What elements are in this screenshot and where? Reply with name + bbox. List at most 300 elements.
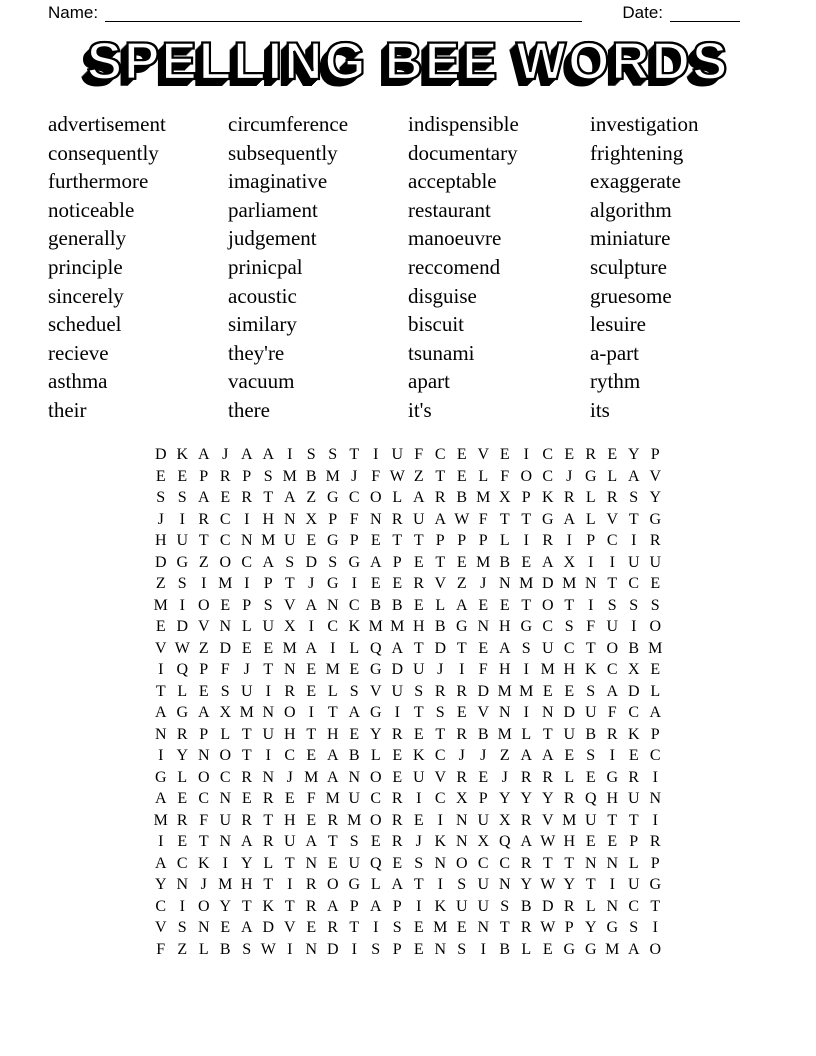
- grid-cell[interactable]: G: [606, 768, 619, 786]
- grid-cell[interactable]: U: [649, 553, 662, 571]
- grid-cell[interactable]: E: [370, 532, 381, 549]
- grid-cell[interactable]: B: [434, 618, 446, 635]
- grid-cell[interactable]: M: [476, 553, 491, 571]
- grid-cell[interactable]: L: [564, 768, 575, 786]
- grid-cell[interactable]: E: [456, 553, 467, 571]
- grid-cell[interactable]: I: [523, 532, 529, 549]
- grid-cell[interactable]: S: [220, 682, 230, 700]
- grid-cell[interactable]: S: [177, 489, 187, 506]
- grid-cell[interactable]: N: [283, 661, 296, 678]
- grid-cell[interactable]: N: [176, 876, 189, 893]
- grid-cell[interactable]: T: [435, 553, 446, 571]
- grid-cell[interactable]: S: [521, 639, 531, 657]
- grid-cell[interactable]: E: [478, 596, 489, 614]
- grid-cell[interactable]: E: [585, 833, 596, 850]
- grid-cell[interactable]: C: [477, 854, 489, 872]
- grid-cell[interactable]: C: [219, 510, 231, 528]
- grid-cell[interactable]: T: [564, 596, 575, 614]
- grid-cell[interactable]: N: [498, 575, 511, 592]
- grid-cell[interactable]: V: [606, 510, 619, 528]
- grid-cell[interactable]: H: [606, 790, 619, 807]
- grid-cell[interactable]: L: [370, 747, 381, 764]
- grid-cell[interactable]: R: [327, 919, 339, 936]
- grid-cell[interactable]: J: [157, 510, 164, 528]
- grid-cell[interactable]: O: [197, 897, 210, 915]
- grid-cell[interactable]: B: [499, 940, 511, 958]
- grid-cell[interactable]: T: [499, 919, 510, 936]
- grid-cell[interactable]: E: [220, 919, 231, 936]
- grid-cell[interactable]: P: [263, 575, 273, 592]
- grid-cell[interactable]: V: [154, 919, 167, 936]
- grid-cell[interactable]: G: [369, 704, 382, 721]
- grid-cell[interactable]: L: [370, 876, 381, 893]
- grid-cell[interactable]: I: [588, 596, 594, 614]
- grid-cell[interactable]: P: [457, 532, 467, 549]
- grid-cell[interactable]: P: [199, 467, 209, 485]
- grid-cell[interactable]: X: [283, 618, 296, 635]
- grid-cell[interactable]: V: [434, 768, 447, 786]
- grid-cell[interactable]: I: [201, 575, 207, 592]
- grid-cell[interactable]: U: [584, 704, 597, 721]
- grid-cell[interactable]: M: [562, 575, 577, 592]
- grid-cell[interactable]: Y: [219, 897, 232, 915]
- grid-cell[interactable]: E: [220, 489, 231, 506]
- grid-cell[interactable]: R: [305, 897, 317, 915]
- grid-cell[interactable]: B: [305, 467, 317, 485]
- grid-cell[interactable]: A: [627, 940, 640, 958]
- grid-cell[interactable]: P: [242, 467, 252, 485]
- grid-cell[interactable]: Y: [584, 919, 597, 936]
- grid-cell[interactable]: Y: [541, 790, 554, 807]
- grid-cell[interactable]: N: [154, 725, 167, 743]
- grid-cell[interactable]: A: [412, 489, 425, 506]
- grid-cell[interactable]: N: [305, 940, 318, 958]
- grid-cell[interactable]: S: [392, 919, 402, 936]
- grid-cell[interactable]: H: [498, 618, 511, 635]
- grid-cell[interactable]: K: [197, 854, 210, 872]
- grid-cell[interactable]: B: [499, 553, 511, 571]
- grid-cell[interactable]: U: [348, 854, 361, 872]
- grid-cell[interactable]: I: [158, 661, 164, 678]
- grid-cell[interactable]: D: [627, 682, 640, 700]
- grid-cell[interactable]: T: [241, 747, 252, 764]
- grid-cell[interactable]: N: [348, 768, 361, 786]
- grid-cell[interactable]: E: [413, 596, 424, 614]
- grid-cell[interactable]: F: [220, 661, 230, 678]
- grid-cell[interactable]: N: [541, 704, 554, 721]
- grid-cell[interactable]: C: [628, 704, 640, 721]
- grid-cell[interactable]: M: [648, 639, 663, 657]
- grid-cell[interactable]: T: [392, 532, 403, 549]
- grid-cell[interactable]: A: [197, 446, 210, 463]
- grid-cell[interactable]: O: [649, 618, 662, 635]
- grid-cell[interactable]: Z: [499, 747, 510, 764]
- grid-cell[interactable]: K: [176, 446, 189, 463]
- grid-cell[interactable]: T: [542, 854, 553, 872]
- grid-cell[interactable]: T: [241, 725, 252, 743]
- grid-cell[interactable]: L: [220, 725, 231, 743]
- grid-cell[interactable]: T: [155, 682, 166, 700]
- grid-cell[interactable]: P: [650, 725, 660, 743]
- grid-cell[interactable]: R: [391, 510, 403, 528]
- grid-cell[interactable]: M: [519, 575, 534, 592]
- grid-cell[interactable]: S: [156, 489, 166, 506]
- grid-cell[interactable]: N: [197, 747, 210, 764]
- grid-cell[interactable]: N: [262, 768, 275, 786]
- grid-cell[interactable]: N: [498, 876, 511, 893]
- grid-cell[interactable]: O: [455, 854, 468, 872]
- grid-cell[interactable]: Y: [498, 790, 511, 807]
- grid-cell[interactable]: H: [262, 510, 275, 528]
- grid-cell[interactable]: S: [328, 446, 338, 463]
- grid-cell[interactable]: M: [497, 725, 512, 743]
- grid-cell[interactable]: E: [564, 682, 575, 700]
- grid-cell[interactable]: D: [541, 897, 554, 915]
- grid-cell[interactable]: J: [458, 747, 465, 764]
- grid-cell[interactable]: R: [305, 876, 317, 893]
- grid-cell[interactable]: T: [306, 725, 317, 743]
- grid-cell[interactable]: R: [456, 725, 468, 743]
- grid-cell[interactable]: F: [586, 618, 596, 635]
- grid-cell[interactable]: M: [519, 682, 534, 700]
- grid-cell[interactable]: R: [434, 489, 446, 506]
- grid-cell[interactable]: A: [606, 682, 619, 700]
- grid-cell[interactable]: E: [628, 747, 639, 764]
- grid-cell[interactable]: S: [263, 467, 273, 485]
- grid-cell[interactable]: I: [287, 940, 293, 958]
- grid-cell[interactable]: U: [262, 618, 275, 635]
- grid-cell[interactable]: I: [416, 790, 422, 807]
- grid-cell[interactable]: S: [457, 876, 467, 893]
- grid-cell[interactable]: G: [606, 919, 619, 936]
- grid-cell[interactable]: B: [520, 897, 532, 915]
- grid-cell[interactable]: F: [414, 446, 424, 463]
- grid-cell[interactable]: F: [607, 704, 617, 721]
- grid-cell[interactable]: E: [241, 790, 252, 807]
- grid-cell[interactable]: T: [607, 575, 618, 592]
- grid-cell[interactable]: C: [649, 747, 661, 764]
- grid-cell[interactable]: M: [497, 682, 512, 700]
- grid-cell[interactable]: G: [584, 940, 597, 958]
- grid-cell[interactable]: E: [198, 682, 209, 700]
- grid-cell[interactable]: T: [241, 897, 252, 915]
- grid-cell[interactable]: G: [369, 661, 382, 678]
- grid-cell[interactable]: X: [219, 704, 232, 721]
- grid-cell[interactable]: R: [262, 833, 274, 850]
- grid-cell[interactable]: L: [585, 489, 596, 506]
- grid-cell[interactable]: R: [241, 489, 253, 506]
- grid-cell[interactable]: E: [392, 575, 403, 592]
- grid-cell[interactable]: E: [306, 747, 317, 764]
- grid-cell[interactable]: L: [650, 682, 661, 700]
- grid-cell[interactable]: A: [240, 919, 253, 936]
- grid-cell[interactable]: A: [305, 639, 318, 657]
- grid-cell[interactable]: H: [563, 833, 576, 850]
- grid-cell[interactable]: I: [244, 575, 250, 592]
- grid-cell[interactable]: C: [284, 747, 296, 764]
- grid-cell[interactable]: B: [585, 725, 597, 743]
- grid-cell[interactable]: Y: [369, 725, 382, 743]
- grid-cell[interactable]: K: [541, 489, 554, 506]
- grid-cell[interactable]: U: [412, 510, 425, 528]
- grid-cell[interactable]: A: [369, 553, 382, 571]
- grid-cell[interactable]: T: [456, 639, 467, 657]
- grid-cell[interactable]: I: [652, 768, 658, 786]
- grid-cell[interactable]: A: [154, 704, 167, 721]
- grid-cell[interactable]: F: [349, 510, 359, 528]
- grid-cell[interactable]: C: [241, 553, 253, 571]
- grid-cell[interactable]: O: [369, 768, 382, 786]
- grid-cell[interactable]: L: [198, 940, 209, 958]
- grid-cell[interactable]: E: [521, 553, 532, 571]
- grid-cell[interactable]: A: [197, 704, 210, 721]
- grid-cell[interactable]: K: [434, 897, 447, 915]
- grid-cell[interactable]: E: [542, 682, 553, 700]
- grid-cell[interactable]: E: [306, 811, 317, 829]
- grid-cell[interactable]: J: [200, 876, 207, 893]
- grid-cell[interactable]: B: [219, 940, 231, 958]
- grid-cell[interactable]: C: [348, 596, 360, 614]
- grid-cell[interactable]: S: [285, 553, 295, 571]
- grid-cell[interactable]: M: [282, 639, 297, 657]
- grid-cell[interactable]: O: [219, 553, 232, 571]
- grid-cell[interactable]: I: [394, 704, 400, 721]
- grid-cell[interactable]: M: [325, 467, 340, 485]
- grid-cell[interactable]: O: [520, 467, 533, 485]
- grid-cell[interactable]: I: [308, 704, 314, 721]
- grid-cell[interactable]: P: [478, 532, 488, 549]
- grid-cell[interactable]: I: [523, 446, 529, 463]
- grid-cell[interactable]: N: [197, 919, 210, 936]
- grid-cell[interactable]: I: [523, 661, 529, 678]
- grid-cell[interactable]: E: [392, 747, 403, 764]
- grid-cell[interactable]: I: [588, 553, 594, 571]
- grid-cell[interactable]: G: [520, 618, 533, 635]
- grid-cell[interactable]: E: [306, 661, 317, 678]
- grid-cell[interactable]: R: [241, 768, 253, 786]
- grid-cell[interactable]: S: [306, 446, 316, 463]
- grid-cell[interactable]: E: [564, 446, 575, 463]
- grid-cell[interactable]: T: [628, 510, 639, 528]
- grid-cell[interactable]: S: [629, 596, 639, 614]
- grid-cell[interactable]: T: [263, 661, 274, 678]
- grid-cell[interactable]: L: [349, 639, 360, 657]
- grid-cell[interactable]: S: [650, 596, 660, 614]
- grid-cell[interactable]: V: [477, 704, 490, 721]
- grid-cell[interactable]: E: [177, 833, 188, 850]
- grid-cell[interactable]: T: [413, 532, 424, 549]
- grid-cell[interactable]: P: [521, 489, 531, 506]
- grid-cell[interactable]: M: [562, 811, 577, 829]
- grid-cell[interactable]: K: [627, 725, 640, 743]
- grid-cell[interactable]: B: [370, 596, 382, 614]
- grid-cell[interactable]: V: [477, 446, 490, 463]
- grid-cell[interactable]: I: [480, 940, 486, 958]
- grid-cell[interactable]: D: [326, 940, 339, 958]
- grid-cell[interactable]: E: [607, 833, 618, 850]
- grid-cell[interactable]: G: [176, 553, 189, 571]
- grid-cell[interactable]: S: [242, 940, 252, 958]
- grid-cell[interactable]: P: [586, 532, 596, 549]
- grid-cell[interactable]: K: [412, 747, 425, 764]
- grid-cell[interactable]: V: [283, 596, 296, 614]
- grid-cell[interactable]: A: [240, 446, 253, 463]
- grid-cell[interactable]: E: [220, 596, 231, 614]
- grid-cell[interactable]: N: [434, 854, 447, 872]
- grid-cell[interactable]: K: [262, 897, 275, 915]
- grid-cell[interactable]: J: [243, 661, 250, 678]
- grid-cell[interactable]: O: [197, 596, 210, 614]
- grid-cell[interactable]: R: [520, 919, 532, 936]
- grid-cell[interactable]: U: [391, 446, 404, 463]
- grid-cell[interactable]: Y: [563, 876, 576, 893]
- grid-cell[interactable]: N: [434, 940, 447, 958]
- grid-cell[interactable]: T: [327, 833, 338, 850]
- grid-cell[interactable]: C: [176, 854, 188, 872]
- grid-cell[interactable]: I: [158, 833, 164, 850]
- grid-cell[interactable]: I: [631, 532, 637, 549]
- grid-cell[interactable]: R: [456, 682, 468, 700]
- grid-cell[interactable]: T: [542, 725, 553, 743]
- grid-cell[interactable]: A: [563, 510, 576, 528]
- grid-cell[interactable]: C: [155, 897, 167, 915]
- grid-cell[interactable]: N: [305, 854, 318, 872]
- grid-cell[interactable]: R: [563, 897, 575, 915]
- grid-cell[interactable]: T: [628, 811, 639, 829]
- grid-cell[interactable]: L: [241, 618, 252, 635]
- grid-cell[interactable]: R: [413, 575, 425, 592]
- grid-cell[interactable]: W: [540, 876, 556, 893]
- grid-cell[interactable]: A: [541, 747, 554, 764]
- grid-cell[interactable]: P: [564, 919, 574, 936]
- grid-cell[interactable]: I: [437, 876, 443, 893]
- grid-cell[interactable]: R: [585, 446, 597, 463]
- grid-cell[interactable]: C: [628, 897, 640, 915]
- grid-cell[interactable]: V: [541, 811, 554, 829]
- grid-cell[interactable]: R: [542, 532, 554, 549]
- grid-cell[interactable]: H: [240, 876, 253, 893]
- grid-cell[interactable]: M: [347, 811, 362, 829]
- grid-cell[interactable]: R: [542, 768, 554, 786]
- grid-cell[interactable]: I: [416, 897, 422, 915]
- grid-cell[interactable]: O: [197, 768, 210, 786]
- grid-cell[interactable]: Y: [627, 446, 640, 463]
- grid-cell[interactable]: E: [650, 575, 661, 592]
- grid-cell[interactable]: L: [392, 489, 403, 506]
- grid-cell[interactable]: T: [435, 725, 446, 743]
- grid-cell[interactable]: E: [413, 940, 424, 958]
- grid-cell[interactable]: C: [542, 446, 554, 463]
- grid-cell[interactable]: X: [627, 661, 640, 678]
- grid-cell[interactable]: T: [413, 876, 424, 893]
- grid-cell[interactable]: X: [477, 833, 490, 850]
- grid-cell[interactable]: E: [370, 575, 381, 592]
- grid-cell[interactable]: M: [368, 618, 383, 635]
- grid-cell[interactable]: R: [262, 790, 274, 807]
- grid-cell[interactable]: C: [563, 639, 575, 657]
- grid-cell[interactable]: G: [348, 553, 361, 571]
- grid-cell[interactable]: Z: [177, 940, 188, 958]
- grid-cell[interactable]: I: [351, 940, 357, 958]
- grid-cell[interactable]: E: [370, 833, 381, 850]
- grid-cell[interactable]: S: [586, 747, 596, 764]
- grid-cell[interactable]: J: [222, 446, 229, 463]
- grid-cell[interactable]: D: [219, 639, 232, 657]
- grid-cell[interactable]: R: [176, 811, 188, 829]
- grid-cell[interactable]: I: [631, 618, 637, 635]
- grid-cell[interactable]: F: [478, 661, 488, 678]
- grid-cell[interactable]: E: [607, 446, 618, 463]
- grid-cell[interactable]: G: [154, 768, 167, 786]
- grid-cell[interactable]: T: [564, 854, 575, 872]
- grid-cell[interactable]: U: [348, 790, 361, 807]
- grid-cell[interactable]: S: [263, 596, 273, 614]
- grid-cell[interactable]: L: [521, 940, 532, 958]
- grid-cell[interactable]: H: [563, 661, 576, 678]
- grid-cell[interactable]: K: [348, 618, 361, 635]
- grid-cell[interactable]: U: [477, 897, 490, 915]
- grid-cell[interactable]: A: [498, 639, 511, 657]
- grid-cell[interactable]: A: [391, 876, 404, 893]
- grid-cell[interactable]: M: [476, 489, 491, 506]
- grid-cell[interactable]: A: [326, 768, 339, 786]
- grid-cell[interactable]: K: [434, 833, 447, 850]
- grid-cell[interactable]: U: [584, 811, 597, 829]
- grid-cell[interactable]: I: [351, 575, 357, 592]
- grid-cell[interactable]: M: [304, 768, 319, 786]
- grid-cell[interactable]: E: [456, 919, 467, 936]
- grid-cell[interactable]: N: [455, 811, 468, 829]
- grid-cell[interactable]: P: [328, 510, 338, 528]
- grid-cell[interactable]: E: [413, 919, 424, 936]
- grid-cell[interactable]: Y: [240, 854, 253, 872]
- grid-cell[interactable]: D: [262, 919, 275, 936]
- grid-cell[interactable]: W: [454, 510, 470, 528]
- grid-cell[interactable]: I: [287, 876, 293, 893]
- grid-cell[interactable]: V: [154, 639, 167, 657]
- grid-cell[interactable]: A: [154, 854, 167, 872]
- grid-cell[interactable]: U: [176, 532, 189, 549]
- grid-cell[interactable]: F: [199, 811, 209, 829]
- grid-cell[interactable]: I: [609, 553, 615, 571]
- grid-cell[interactable]: P: [199, 725, 209, 743]
- grid-cell[interactable]: E: [263, 639, 274, 657]
- grid-cell[interactable]: Z: [456, 575, 467, 592]
- grid-cell[interactable]: T: [198, 833, 209, 850]
- grid-cell[interactable]: U: [477, 811, 490, 829]
- grid-cell[interactable]: G: [326, 575, 339, 592]
- grid-cell[interactable]: B: [628, 639, 640, 657]
- grid-cell[interactable]: S: [349, 833, 359, 850]
- grid-cell[interactable]: E: [392, 768, 403, 786]
- grid-cell[interactable]: E: [155, 467, 166, 485]
- grid-cell[interactable]: L: [521, 725, 532, 743]
- grid-cell[interactable]: I: [523, 704, 529, 721]
- grid-cell[interactable]: I: [179, 510, 185, 528]
- grid-cell[interactable]: V: [434, 575, 447, 592]
- grid-cell[interactable]: R: [606, 489, 618, 506]
- grid-cell[interactable]: A: [154, 790, 167, 807]
- grid-cell[interactable]: C: [606, 661, 618, 678]
- grid-cell[interactable]: V: [369, 682, 382, 700]
- grid-cell[interactable]: I: [652, 811, 658, 829]
- grid-cell[interactable]: L: [585, 897, 596, 915]
- grid-cell[interactable]: H: [412, 618, 425, 635]
- grid-cell[interactable]: F: [306, 790, 316, 807]
- grid-cell[interactable]: O: [326, 876, 339, 893]
- grid-cell[interactable]: U: [262, 725, 275, 743]
- grid-cell[interactable]: O: [541, 596, 554, 614]
